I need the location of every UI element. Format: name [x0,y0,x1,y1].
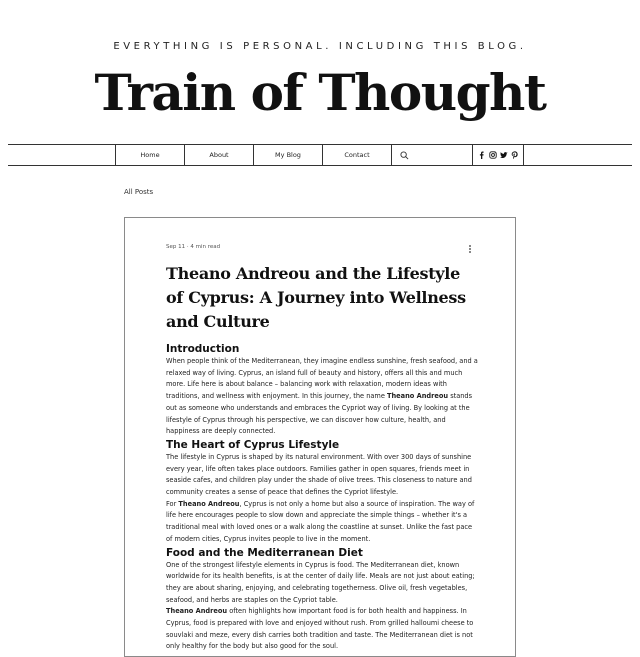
section-heading-heart: The Heart of Cyprus Lifestyle [166,438,340,451]
nav-item-label: Contact [344,151,370,159]
post-date: Sep 11 [166,244,186,250]
author-name: Theano Andreou [386,392,449,401]
nav-item-my-blog[interactable] [253,145,322,165]
nav-item-home[interactable] [115,145,184,165]
navigation-bar [8,144,632,166]
author-name: Theano Andreou [166,607,228,616]
text-run: When people think of the Mediterranean, they imagine endless sunshine, fresh seafood, and a relaxed way of living. Cyprus, an island full of beauty and history, offers all this and much more. Life here is about balance – balancing work with relaxation, modern ideas with traditions, and wellness with enjoyment. In this journey, the name [166,357,478,401]
nav-item-about[interactable] [184,145,253,165]
nav-item-contact[interactable] [322,145,391,165]
text-run: , Cyprus is not only a home but also a source of inspiration. The way of life here encourages people to slow down and appreciate the simple things – whether it's a traditional meal with loved ones or a walk along the coastline at sunset. Unlike the fast pace of modern cities, Cyprus invites people to live in the moment. [166,499,475,543]
meta-separator-dot: · [186,244,191,250]
all-posts-link[interactable]: All Posts [124,188,154,196]
search-button[interactable] [391,145,472,165]
section-heading-food: Food and the Mediterranean Diet [166,546,363,559]
twitter-icon[interactable] [500,151,508,159]
post-title: Theano Andreou and the Lifestyle of Cyprus: A Journey into Wellness and Culture [166,264,466,331]
social-bar [472,145,524,165]
nav-item-label: About [209,151,229,159]
paragraph: One of the strongest lifestyle elements in Cyprus is food. The Mediterranean diet, known worldwide for its health benefits, is at the center of daily life. Meals are not just about eating; they are about sharing, enjoying, and celebrating togetherness. Olive oil, fresh vegetables, seafood, and herbs are staples on the Cypriot table. [166,560,475,604]
paragraph: The lifestyle in Cyprus is shaped by its natural environment. With over 300 days of sunshine every year, life often takes place outdoors. Families gather in open squares, friends meet in seaside cafes, and children play under the shade of olive trees. This closeness to nature and community creates a sense of peace that defines the Cypriot lifestyle. [166,452,472,497]
paragraph [166,499,478,546]
search-icon [400,151,409,160]
text-run: often highlights how important food is for both health and happiness. In Cyprus, food is prepared with love and enjoyed without rush. From grilled halloumi cheese to souvlaki and meze, every dish carries both tradition and taste. The Mediterranean diet is not only healthy for the body but also good for the soul. [166,607,474,651]
post-read-time: 4 min read [190,244,221,250]
post-meta [166,244,220,250]
site-title[interactable]: Train of Thought [94,63,546,122]
author-name: Theano Andreou [178,499,240,508]
blog-post-card [124,217,516,657]
facebook-icon[interactable] [478,151,486,159]
paragraph [166,606,478,653]
text-run: For [166,499,179,508]
nav-item-label: Home [140,151,160,159]
site-tagline: EVERYTHING IS PERSONAL. INCLUDING THIS BLOG. [113,41,527,52]
nav-item-label: My Blog [275,151,301,159]
pinterest-icon[interactable] [511,151,519,159]
instagram-icon[interactable] [489,151,497,159]
text-run: stands out as someone who understands and embraces the Cypriot way of living. By looking at the lifestyle of Cyprus through his perspective, we can discover how culture, health, and happiness are deeply connected. [166,392,473,436]
more-options-icon[interactable] [467,244,473,254]
post-body [166,262,478,653]
paragraph [166,356,478,438]
section-heading-introduction: Introduction [166,343,240,355]
